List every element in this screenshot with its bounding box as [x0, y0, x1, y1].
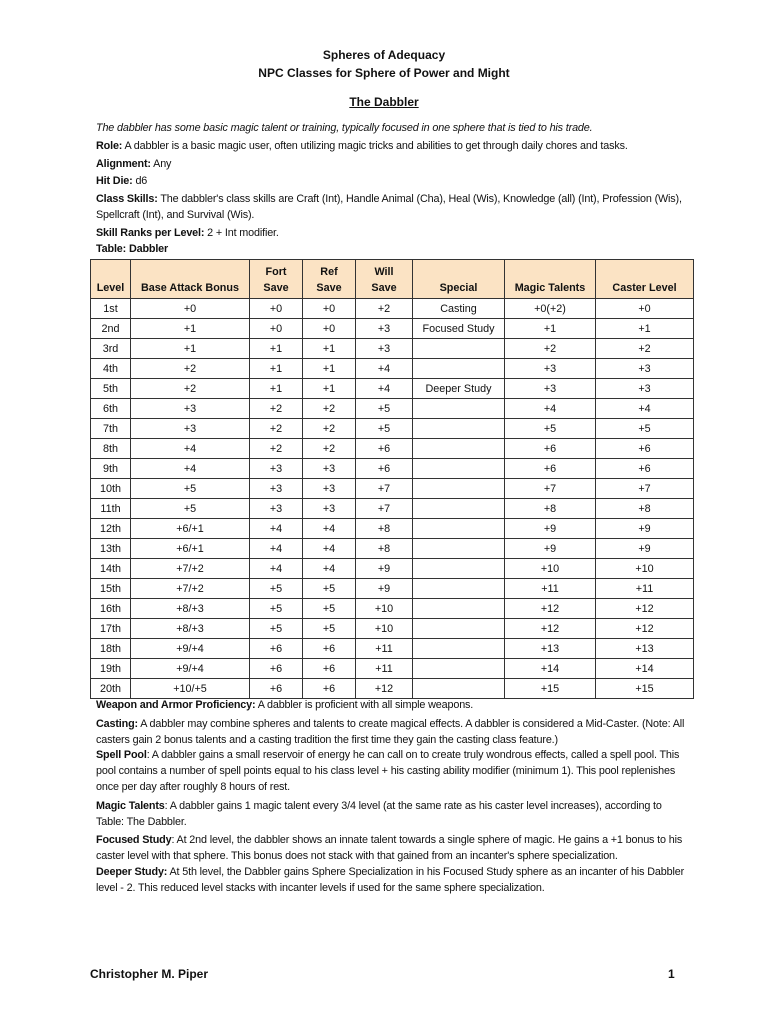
cell-will-save: +12 [356, 679, 413, 699]
cell-magic-talents: +12 [505, 599, 596, 619]
cell-will-save: +6 [356, 459, 413, 479]
cell-ref-save: +2 [303, 439, 356, 459]
cell-base-attack-bonus: +10/+5 [131, 679, 250, 699]
cell-ref-save: +1 [303, 359, 356, 379]
cell-fort-save: +1 [250, 379, 303, 399]
skill-ranks-text: 2 + Int modifier. [204, 226, 279, 239]
cell-ref-save: +0 [303, 319, 356, 339]
header-caster-level: Caster Level [596, 260, 694, 299]
table-row [91, 479, 694, 499]
cell-level: 7th [91, 419, 131, 439]
alignment-label: Alignment: [96, 157, 151, 170]
table-header-row [91, 260, 694, 299]
table-caption: Table: Dabbler [96, 242, 169, 255]
section-title: The Dabbler [349, 95, 419, 109]
cell-will-save: +11 [356, 639, 413, 659]
role-paragraph [96, 139, 692, 155]
cell-caster-level: +3 [596, 379, 694, 399]
cell-magic-talents: +13 [505, 639, 596, 659]
hit-die-label: Hit Die: [96, 175, 133, 188]
dabbler-table [90, 259, 694, 699]
cell-magic-talents: +15 [505, 679, 596, 699]
table-row [91, 599, 694, 619]
cell-base-attack-bonus: +2 [131, 359, 250, 379]
table-row [91, 339, 694, 359]
deeper-study-label: Deeper Study: [96, 865, 168, 878]
class-skills-text: The dabbler's class skills are Craft (Int), Handle Animal (Cha), Heal (Wis), Knowledge (all) (Int), Profession (Wis), Spellcraft (Int), and Survival (Wis). [96, 193, 682, 221]
cell-caster-level: +9 [596, 519, 694, 539]
cell-will-save: +9 [356, 579, 413, 599]
skill-ranks-paragraph [96, 226, 692, 242]
cell-caster-level: +11 [596, 579, 694, 599]
cell-caster-level: +14 [596, 659, 694, 679]
cell-level: 12th [91, 519, 131, 539]
cell-magic-talents: +8 [505, 499, 596, 519]
table-row [91, 399, 694, 419]
header-special: Special [413, 260, 505, 299]
cell-will-save: +7 [356, 499, 413, 519]
cell-will-save: +3 [356, 339, 413, 359]
alignment-text: Any [150, 157, 172, 170]
cell-magic-talents: +6 [505, 439, 596, 459]
cell-magic-talents: +9 [505, 519, 596, 539]
cell-level: 2nd [91, 319, 131, 339]
cell-fort-save: +4 [250, 519, 303, 539]
cell-special [413, 499, 505, 519]
cell-base-attack-bonus: +7/+2 [131, 559, 250, 579]
cell-fort-save: +5 [250, 599, 303, 619]
header-fort-line2: Save [263, 282, 289, 294]
header-base-attack-bonus: Base Attack Bonus [131, 260, 250, 299]
cell-ref-save: +5 [303, 579, 356, 599]
cell-base-attack-bonus: +4 [131, 459, 250, 479]
cell-special: Casting [413, 299, 505, 319]
casting-text: A dabbler may combine spheres and talents to create magical effects. A dabbler is considered a Mid-Caster. (Note: All casters gain 2 bonus talents and a casting tradition the first time they gain the casting class feature.) [96, 717, 685, 746]
header-will-line1: Will [374, 266, 394, 278]
document-subtitle: NPC Classes for Sphere of Power and Might [258, 66, 510, 80]
cell-level: 3rd [91, 339, 131, 359]
cell-caster-level: +13 [596, 639, 694, 659]
cell-caster-level: +7 [596, 479, 694, 499]
cell-fort-save: +0 [250, 299, 303, 319]
cell-base-attack-bonus: +0 [131, 299, 250, 319]
table-row [91, 519, 694, 539]
cell-base-attack-bonus: +9/+4 [131, 659, 250, 679]
casting-paragraph [96, 717, 692, 749]
cell-level: 15th [91, 579, 131, 599]
cell-special [413, 359, 505, 379]
cell-magic-talents: +10 [505, 559, 596, 579]
cell-ref-save: +4 [303, 519, 356, 539]
cell-magic-talents: +6 [505, 459, 596, 479]
class-features [96, 698, 692, 897]
cell-caster-level: +4 [596, 399, 694, 419]
table-row [91, 459, 694, 479]
cell-ref-save: +6 [303, 659, 356, 679]
table-row [91, 559, 694, 579]
cell-ref-save: +1 [303, 339, 356, 359]
cell-fort-save: +2 [250, 419, 303, 439]
cell-ref-save: +3 [303, 459, 356, 479]
cell-magic-talents: +2 [505, 339, 596, 359]
cell-ref-save: +4 [303, 559, 356, 579]
focused-study-paragraph [96, 833, 692, 865]
cell-caster-level: +5 [596, 419, 694, 439]
cell-special [413, 559, 505, 579]
cell-special [413, 399, 505, 419]
table-row [91, 539, 694, 559]
cell-will-save: +9 [356, 559, 413, 579]
cell-base-attack-bonus: +8/+3 [131, 599, 250, 619]
cell-special [413, 639, 505, 659]
cell-special [413, 459, 505, 479]
cell-magic-talents: +0(+2) [505, 299, 596, 319]
table-row [91, 639, 694, 659]
cell-special [413, 659, 505, 679]
cell-will-save: +10 [356, 619, 413, 639]
cell-ref-save: +2 [303, 399, 356, 419]
cell-magic-talents: +3 [505, 379, 596, 399]
class-skills-label: Class Skills: [96, 193, 158, 206]
weapon-label: Weapon and Armor Proficiency: [96, 699, 256, 711]
cell-will-save: +3 [356, 319, 413, 339]
deeper-study-text: At 5th level, the Dabbler gains Sphere Specialization in his Focused Study sphere as an incanter of his Dabbler level - 2. This reduced level stacks with incanter levels if used for the same sphere specialization. [96, 865, 685, 894]
cell-fort-save: +2 [250, 439, 303, 459]
cell-will-save: +5 [356, 399, 413, 419]
magic-talents-text: : A dabbler gains 1 magic talent every 3/4 level (at the same rate as his caster level increases), according to Table: The Dabbler. [96, 799, 662, 828]
header-magic-talents: Magic Talents [505, 260, 596, 299]
footer-page-number: 1 [668, 967, 675, 981]
cell-will-save: +11 [356, 659, 413, 679]
cell-caster-level: +0 [596, 299, 694, 319]
class-skills-paragraph [96, 192, 692, 224]
spell-pool-paragraph [96, 748, 692, 795]
cell-level: 11th [91, 499, 131, 519]
cell-base-attack-bonus: +5 [131, 479, 250, 499]
cell-ref-save: +6 [303, 639, 356, 659]
cell-caster-level: +12 [596, 599, 694, 619]
cell-ref-save: +5 [303, 599, 356, 619]
cell-fort-save: +3 [250, 459, 303, 479]
cell-base-attack-bonus: +8/+3 [131, 619, 250, 639]
cell-base-attack-bonus: +9/+4 [131, 639, 250, 659]
cell-level: 4th [91, 359, 131, 379]
cell-special [413, 439, 505, 459]
cell-base-attack-bonus: +4 [131, 439, 250, 459]
table-row [91, 359, 694, 379]
cell-special [413, 579, 505, 599]
alignment-paragraph [96, 157, 692, 173]
table-row [91, 319, 694, 339]
cell-fort-save: +3 [250, 499, 303, 519]
header-will-save [356, 260, 413, 299]
cell-fort-save: +1 [250, 339, 303, 359]
cell-level: 6th [91, 399, 131, 419]
cell-magic-talents: +4 [505, 399, 596, 419]
cell-ref-save: +6 [303, 679, 356, 699]
cell-level: 20th [91, 679, 131, 699]
table-row [91, 679, 694, 699]
focused-study-text: : At 2nd level, the dabbler shows an innate talent towards a single sphere of magic. He gains a +1 bonus to his caster level with that sphere. This bonus does not stack with that gained from an incanter's sphere specialization. [96, 834, 683, 863]
cell-will-save: +6 [356, 439, 413, 459]
cell-level: 14th [91, 559, 131, 579]
cell-fort-save: +4 [250, 539, 303, 559]
cell-ref-save: +5 [303, 619, 356, 639]
cell-special: Deeper Study [413, 379, 505, 399]
class-intro [96, 121, 692, 257]
table-row [91, 419, 694, 439]
cell-base-attack-bonus: +3 [131, 399, 250, 419]
casting-label: Casting: [96, 717, 138, 730]
cell-caster-level: +6 [596, 459, 694, 479]
cell-magic-talents: +9 [505, 539, 596, 559]
cell-fort-save: +4 [250, 559, 303, 579]
cell-special [413, 479, 505, 499]
header-ref-save [303, 260, 356, 299]
cell-base-attack-bonus: +7/+2 [131, 579, 250, 599]
header-will-line2: Save [371, 282, 397, 294]
magic-talents-paragraph [96, 799, 692, 831]
cell-base-attack-bonus: +6/+1 [131, 539, 250, 559]
cell-fort-save: +5 [250, 579, 303, 599]
cell-caster-level: +10 [596, 559, 694, 579]
table-row [91, 659, 694, 679]
cell-fort-save: +1 [250, 359, 303, 379]
header-level: Level [91, 260, 131, 299]
magic-talents-label: Magic Talents [96, 799, 165, 812]
cell-caster-level: +1 [596, 319, 694, 339]
cell-magic-talents: +14 [505, 659, 596, 679]
cell-level: 16th [91, 599, 131, 619]
skill-ranks-label: Skill Ranks per Level: [96, 226, 205, 239]
hit-die-text: d6 [132, 175, 148, 188]
table-row [91, 499, 694, 519]
cell-special [413, 619, 505, 639]
cell-will-save: +4 [356, 379, 413, 399]
footer-author: Christopher M. Piper [90, 967, 209, 981]
cell-base-attack-bonus: +5 [131, 499, 250, 519]
cell-fort-save: +6 [250, 679, 303, 699]
cell-caster-level: +12 [596, 619, 694, 639]
cell-fort-save: +6 [250, 639, 303, 659]
cell-will-save: +8 [356, 519, 413, 539]
cell-caster-level: +15 [596, 679, 694, 699]
cell-base-attack-bonus: +1 [131, 319, 250, 339]
cell-level: 18th [91, 639, 131, 659]
cell-level: 13th [91, 539, 131, 559]
cell-fort-save: +6 [250, 659, 303, 679]
cell-ref-save: +3 [303, 499, 356, 519]
cell-magic-talents: +11 [505, 579, 596, 599]
header-ref-line2: Save [316, 282, 342, 294]
cell-special [413, 539, 505, 559]
cell-caster-level: +9 [596, 539, 694, 559]
cell-level: 19th [91, 659, 131, 679]
cell-fort-save: +3 [250, 479, 303, 499]
spell-pool-label: Spell Pool [96, 749, 147, 762]
intro-description: The dabbler has some basic magic talent or training, typically focused in one sphere that is tied to his trade. [96, 122, 593, 134]
cell-special [413, 339, 505, 359]
cell-caster-level: +8 [596, 499, 694, 519]
cell-magic-talents: +3 [505, 359, 596, 379]
cell-ref-save: +4 [303, 539, 356, 559]
table-body [91, 299, 694, 699]
cell-level: 5th [91, 379, 131, 399]
role-label: Role: [96, 139, 123, 152]
cell-special: Focused Study [413, 319, 505, 339]
cell-special [413, 599, 505, 619]
cell-level: 10th [91, 479, 131, 499]
weapon-proficiency-paragraph [96, 698, 692, 714]
header-ref-line1: Ref [320, 266, 338, 278]
cell-fort-save: +0 [250, 319, 303, 339]
cell-will-save: +2 [356, 299, 413, 319]
hit-die-paragraph [96, 174, 692, 190]
cell-will-save: +7 [356, 479, 413, 499]
cell-ref-save: +3 [303, 479, 356, 499]
cell-magic-talents: +12 [505, 619, 596, 639]
header-fort-save [250, 260, 303, 299]
cell-level: 8th [91, 439, 131, 459]
table-row [91, 299, 694, 319]
table-row [91, 619, 694, 639]
weapon-text: A dabbler is proficient with all simple weapons. [255, 699, 474, 711]
spell-pool-text: : A dabbler gains a small reservoir of energy he can call on to create truly wondrous effects, called a spell pool. This pool contains a number of spell points equal to his class level + his casting ability modifier (minimum 1). This pool replenishes once per day after roughly 8 hours of rest. [96, 749, 680, 793]
cell-fort-save: +5 [250, 619, 303, 639]
cell-base-attack-bonus: +2 [131, 379, 250, 399]
header-fort-line1: Fort [265, 266, 287, 278]
cell-will-save: +8 [356, 539, 413, 559]
cell-special [413, 519, 505, 539]
cell-ref-save: +0 [303, 299, 356, 319]
cell-magic-talents: +5 [505, 419, 596, 439]
cell-special [413, 419, 505, 439]
cell-will-save: +4 [356, 359, 413, 379]
document-title: Spheres of Adequacy [322, 48, 446, 62]
table-row [91, 379, 694, 399]
cell-will-save: +10 [356, 599, 413, 619]
role-text: A dabbler is a basic magic user, often utilizing magic tricks and abilities to get through daily chores and tasks. [122, 139, 628, 152]
cell-ref-save: +2 [303, 419, 356, 439]
deeper-study-paragraph [96, 865, 692, 897]
cell-caster-level: +3 [596, 359, 694, 379]
cell-special [413, 679, 505, 699]
cell-base-attack-bonus: +1 [131, 339, 250, 359]
cell-caster-level: +2 [596, 339, 694, 359]
cell-base-attack-bonus: +6/+1 [131, 519, 250, 539]
cell-will-save: +5 [356, 419, 413, 439]
focused-study-label: Focused Study [96, 834, 172, 847]
table-row [91, 439, 694, 459]
cell-caster-level: +6 [596, 439, 694, 459]
cell-ref-save: +1 [303, 379, 356, 399]
table-row [91, 579, 694, 599]
cell-level: 9th [91, 459, 131, 479]
cell-level: 17th [91, 619, 131, 639]
cell-fort-save: +2 [250, 399, 303, 419]
cell-magic-talents: +1 [505, 319, 596, 339]
cell-magic-talents: +7 [505, 479, 596, 499]
cell-base-attack-bonus: +3 [131, 419, 250, 439]
cell-level: 1st [91, 299, 131, 319]
